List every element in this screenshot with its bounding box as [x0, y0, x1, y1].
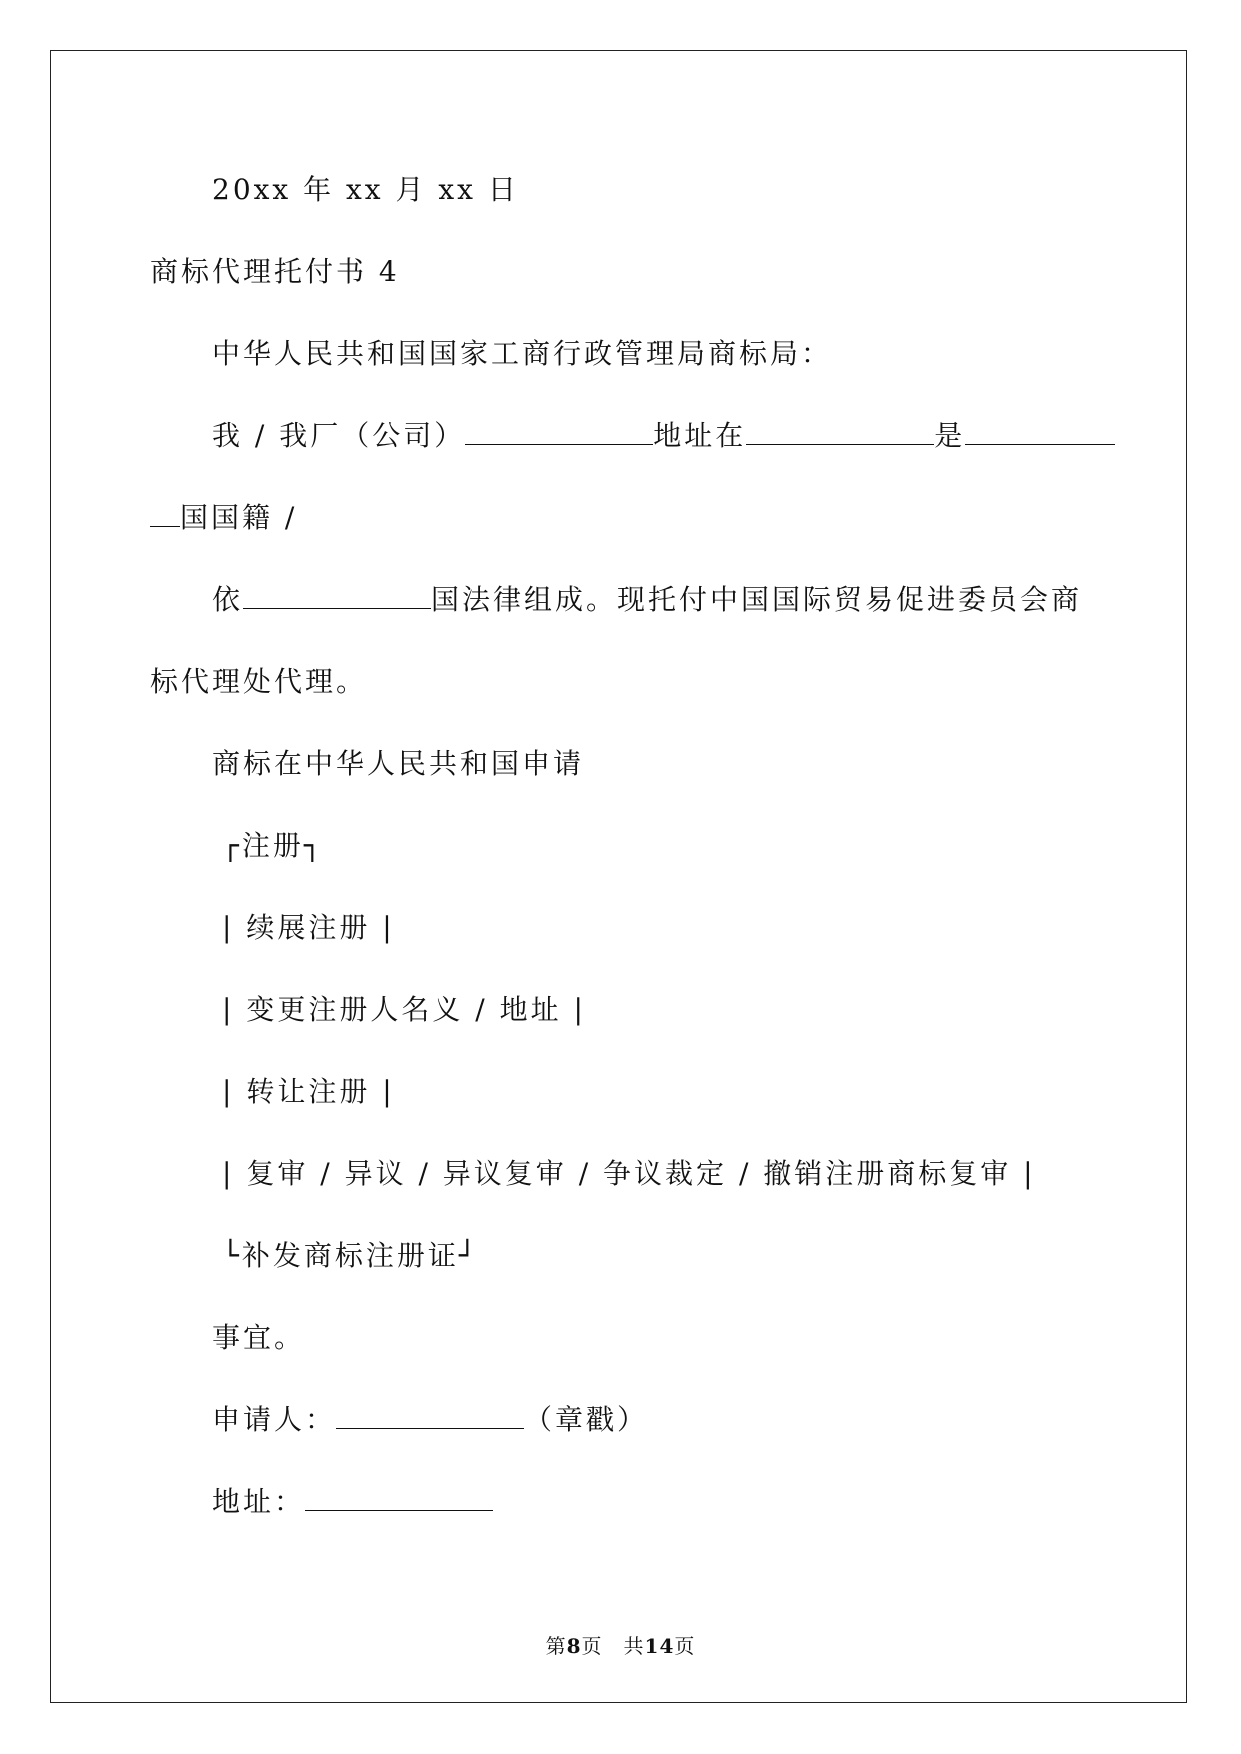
footer-prefix: 第 — [545, 1634, 567, 1658]
blank-applicant-field[interactable] — [336, 1402, 524, 1429]
addressee-line: 中华人民共和国国家工商行政管理局商标局： — [212, 337, 833, 370]
address-label: 地址在 — [653, 419, 747, 452]
option-change-name-address: | 变更注册人名义 / 地址 | — [222, 993, 586, 1026]
blank-country-field[interactable] — [243, 582, 431, 609]
blank-signature-address-field[interactable] — [305, 1484, 493, 1511]
blank-address-field[interactable] — [746, 418, 934, 445]
paragraph-applicant-continuation — [150, 500, 297, 536]
footer-suffix: 页 — [674, 1634, 696, 1658]
paragraph-applicant-info — [212, 418, 1115, 454]
applicant-label: 我 / 我厂（公司） — [212, 419, 466, 452]
page-border — [50, 50, 1187, 1703]
current-page-number: 8 — [566, 1634, 582, 1658]
nationality-continuation: 国国籍 / — [180, 501, 298, 534]
paragraph-legal-basis — [212, 582, 1082, 618]
blank-company-field[interactable] — [465, 418, 653, 445]
applicant-signature-line — [212, 1402, 648, 1438]
application-intro: 商标在中华人民共和国申请 — [212, 747, 585, 780]
blank-nationality-field[interactable] — [965, 418, 1115, 445]
matter-line: 事宜。 — [212, 1321, 306, 1354]
address-signature-label: 地址： — [212, 1485, 306, 1518]
option-renewal: | 续展注册 | — [222, 911, 395, 944]
applicant-signature-label: 申请人： — [212, 1403, 337, 1436]
blank-nationality-field-cont[interactable] — [150, 500, 180, 527]
seal-label: （章戳） — [524, 1403, 649, 1436]
page-number-footer — [0, 1634, 1241, 1658]
option-registration: ┌注册┐ — [222, 829, 324, 862]
legal-basis-label: 依 — [212, 583, 244, 616]
document-heading: 商标代理托付书 4 — [150, 255, 400, 288]
option-transfer: | 转让注册 | — [222, 1075, 395, 1108]
legal-basis-continuation: 标代理处代理。 — [150, 665, 368, 698]
legal-basis-text: 国法律组成。现托付中国国际贸易促进委员会商 — [431, 583, 1083, 616]
address-signature-line — [212, 1484, 493, 1520]
footer-mid: 页 共 — [581, 1634, 645, 1658]
option-review-objection: | 复审 / 异议 / 异议复审 / 争议裁定 / 撤销注册商标复审 | — [222, 1157, 1036, 1190]
nationality-label: 是 — [934, 419, 966, 452]
date-line: 20xx 年 xx 月 xx 日 — [212, 173, 519, 206]
total-page-number: 14 — [644, 1634, 675, 1658]
option-reissue-certificate: └补发商标注册证┘ — [222, 1239, 479, 1272]
